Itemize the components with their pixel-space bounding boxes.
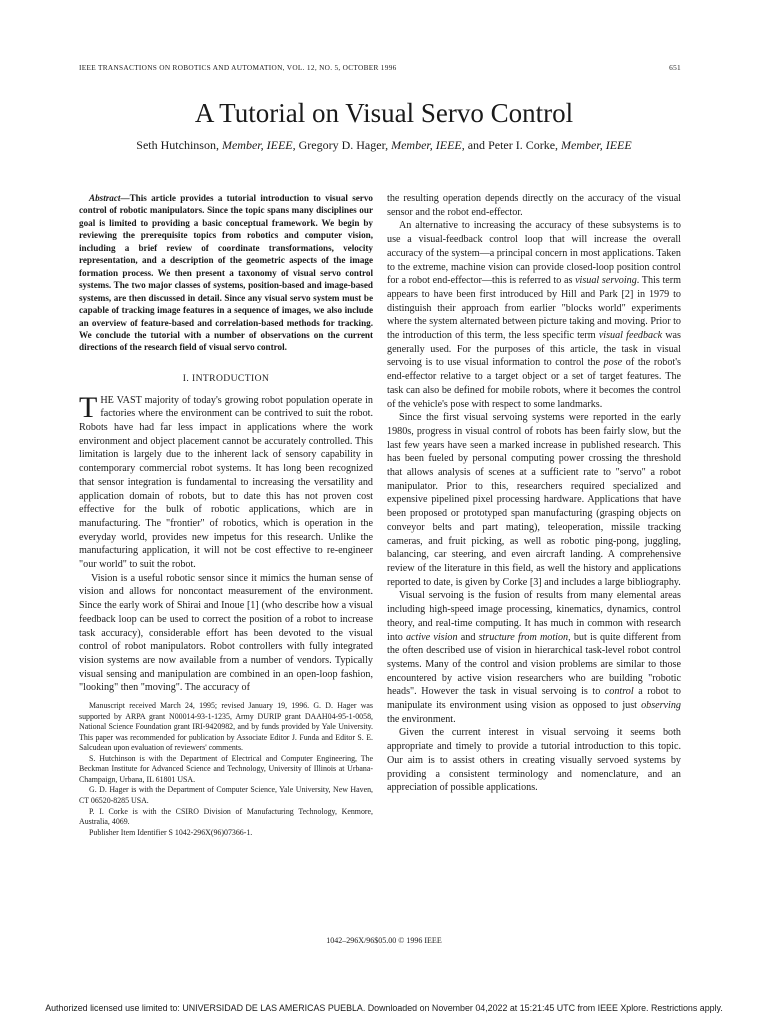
- abstract-text: —This article provides a tutorial introduction to visual servo control of robotic manipulators. Since the topic spans many disciplines our goal is limited to providing a basic conceptual framework. We begin by reviewing the prerequisite topics from robotics and computer vision, including a brief review of coordinate transformations, velocity representation, and a description of the geometric aspects of the image formation process. We then present a taxonomy of visual servo control systems. The two major classes of systems, position-based and image-based systems, are then discussed in detail. Since any visual servo system must be capable of tracking image features in a sequence of images, we also include an overview of feature-based and correlation-based methods for tracking. We conclude the tutorial with a number of observations on the current directions of the research field of visual servo control.: [79, 193, 373, 353]
- author-2-role: Member, IEEE,: [391, 138, 465, 152]
- page-number: 651: [669, 63, 681, 72]
- author-3-role: Member, IEEE: [561, 138, 632, 152]
- footnotes: [79, 701, 373, 838]
- abstract: [79, 192, 373, 354]
- emphasis: pose: [603, 357, 623, 369]
- drop-cap: T: [79, 390, 98, 424]
- footnote-hager: G. D. Hager is with the Department of Computer Science, Yale University, New Haven, CT 06520-8285 USA.: [79, 785, 373, 805]
- footnote-corke: P. I. Corke is with the CSIRO Division of Manufacturing Technology, Kenmore, Australia, 4069.: [79, 806, 373, 827]
- abstract-label: Abstract: [89, 193, 121, 203]
- text-run: , but is quite different from the often described use of vision in hierarchical task-level robot control systems. Many of the control and vision problems are similar to those encountered by active vision researchers who are building "robotic heads". However the task in visual servoing is to: [387, 631, 682, 698]
- text-run: An alternative to increasing the accuracy of these subsystems is to use a visual-feedback control loop that will increase the overall accuracy of the system—a principal concern in most applications. Taken to the extreme, machine vision can provide closed-loop position control for a robot end-effector—this is referred to as: [387, 220, 681, 287]
- intro-paragraph-1: [79, 390, 373, 572]
- right-paragraph-1: the resulting operation depends directly on the accuracy of the visual sensor and the robot end-effector.: [387, 193, 681, 218]
- right-paragraph-4: [387, 589, 681, 726]
- right-paragraph-2: [387, 219, 681, 411]
- copyright-code: 1042–296X/96$05.00 © 1996 IEEE: [326, 936, 442, 945]
- authorization-notice: Authorized licensed use limited to: UNIVERSIDAD DE LAS AMERICAS PUEBLA. Downloaded on November 04,2022 at 15:21:45 UTC from IEEE Xplore. Restrictions apply.: [45, 1003, 723, 1013]
- footnote-publisher-id: Publisher Item Identifier S 1042-296X(96)07366-1.: [89, 827, 253, 837]
- emphasis: visual feedback: [598, 330, 663, 342]
- section-title: INTRODUCTION: [191, 372, 270, 384]
- section-number: I.: [182, 372, 190, 384]
- emphasis: observing: [641, 700, 681, 712]
- text-run: the environment.: [387, 713, 456, 725]
- text-run: of the robot's end-effector relative to a target object or a set of target features. The task can also be defined for mobile robots, where it becomes the control of the vehicle's pose with respect to some landmarks.: [387, 357, 681, 410]
- author-3: Peter I. Corke,: [488, 138, 559, 152]
- emphasis: active vision: [405, 631, 458, 643]
- footnote-hutchinson: S. Hutchinson is with the Department of Electrical and Computer Engineering, The Beckman Institute for Advanced Science and Technology, University of Illinois at Urbana-Champaign, Urbana, IL 61801 USA.: [79, 753, 373, 784]
- text-run: a robot to manipulate its environment using vision as opposed to just: [387, 686, 681, 712]
- section-heading-introduction: [79, 372, 373, 386]
- intro-paragraph-2: Vision is a useful robotic sensor since it mimics the human sense of vision and allows for noncontact measurement of the environment. Since the early work of Shirai and Inoue [1] (who describe how a visual feedback loop can be used to correct the position of a robot to increase task accuracy), considerable effort has been devoted to the visual control of robot manipulators. Robot controllers with fully integrated vision systems are now available from a number of vendors. Typically visual sensing and manipulation are combined in an open-loop fashion, "looking" then "moving". The accuracy of: [79, 572, 373, 694]
- author-1-role: Member, IEEE,: [221, 138, 296, 152]
- text-run: was generally used. For the purposes of this article, the task in visual servoing is to use visual information to control the: [387, 330, 681, 369]
- intro-paragraph-1-text: HE VAST majority of today's growing robot population operate in factories where the environment can be contrived to suit the robot. Robots have had far less impact in applications where the work environment and object placement cannot be accurately controlled. This limitation is largely due to the inherent lack of sensory capability in contemporary commercial robot systems. It has long been recognized that sensor integration is fundamental to increasing the versatility and application domain of robots, but to date this has not proven cost effective for the bulk of robotic applications, which are in manufacturing. The "frontier" of robotics, which is operation in the everyday world, provides new impetus for this research. Unlike the manufacturing application, it will not be cost effective to re-engineer "our world" to suit the robot.: [79, 394, 373, 571]
- emphasis: control: [604, 686, 634, 698]
- journal-header: IEEE TRANSACTIONS ON ROBOTICS AND AUTOMATION, VOL. 12, NO. 5, OCTOBER 1996: [79, 63, 397, 72]
- author-1: Seth Hutchinson,: [136, 138, 219, 152]
- text-run: Visual servoing is the fusion of results from many elemental areas including high-speed image processing, kinematics, dynamics, control theory, and real-time computing. It has much in common with research into: [387, 590, 681, 643]
- running-header: [79, 63, 681, 77]
- text-run: and: [457, 631, 479, 643]
- author-and: and: [467, 138, 486, 152]
- emphasis: structure from motion: [478, 631, 569, 643]
- right-column: [387, 192, 681, 795]
- text-run: . This term appears to have been first introduced by Hill and Park [2] in 1979 to distinguish their approach from earlier "blocks world" experiments where the system alternated between picture taking and moving. Prior to the introduction of this term, the less specific term: [387, 275, 681, 342]
- author-line: [0, 137, 768, 153]
- emphasis: visual servoing: [575, 275, 637, 287]
- author-2: Gregory D. Hager,: [298, 138, 389, 152]
- left-column: [79, 192, 373, 838]
- footnote-manuscript: Manuscript received March 24, 1995; revised January 19, 1996. G. D. Hager was supported by ARPA grant N00014-93-1-1235, Army DURIP grant DAAH04-95-1-0058, National Science Foundation grant IRI-9420982, and by funds provided by Yale University. This paper was recommended for publication by Associate Editor J. Funda and Editor S. E. Salcudean upon evaluation of reviewers' comments.: [79, 701, 373, 753]
- right-paragraph-3: Since the first visual servoing systems were reported in the early 1980s, progress in visual control of robots has been fairly slow, but the last few years have seen a marked increase in published research. This has been fueled by personal computing power crossing the threshold that allows analysis of scenes at a sufficient rate to "servo" a robot manipulator. Prior to this, researchers required specialized and expensive pipelined pixel processing hardware. Applications that have been proposed or prototyped span manufacturing (grasping objects on conveyor belts and part mating), teleoperation, missile tracking cameras, and fruit picking, as well as robotic ping-pong, juggling, balancing, car steering, and even aircraft landing. A comprehensive review of the literature in this field, as well the history and applications reported to date, is given by Corke [3] and includes a large bibliography.: [387, 412, 681, 588]
- right-paragraph-5: Given the current interest in visual servoing it seems both appropriate and timely to provide a tutorial introduction to this topic. Our aim is to assist others in creating visually servoed systems by providing a consistent terminology and nomenclature, and an appreciation of possible applications.: [387, 727, 681, 794]
- paper-title: A Tutorial on Visual Servo Control: [194, 98, 574, 128]
